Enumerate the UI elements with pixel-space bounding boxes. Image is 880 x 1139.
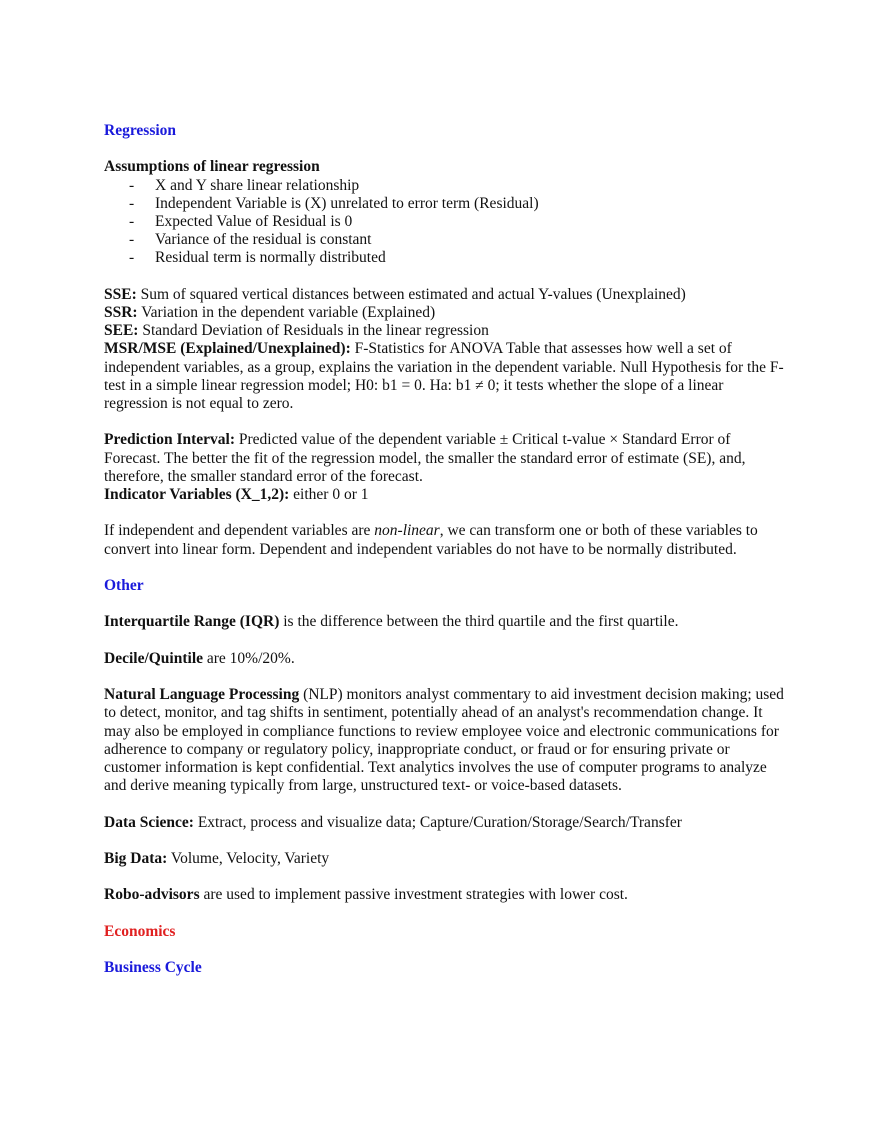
list-item: - X and Y share linear relationship [129, 176, 360, 194]
definition-decile-quintile: Decile/Quintile are 10%/20%. [104, 649, 295, 667]
bullet-dash: - [129, 231, 135, 249]
section-heading-other: Other [104, 577, 144, 594]
definition-data-science: Data Science: Extract, process and visualize data; Capture/Curation/Storage/Search/Transfer [104, 813, 682, 831]
section-heading-regression: Regression [104, 122, 177, 139]
bullet-dash: - [129, 249, 135, 267]
definition-see: SEE: Standard Deviation of Residuals in the linear regression [104, 322, 489, 340]
definition-iqr: Interquartile Range (IQR) is the difference between the third quartile and the first quartile. [104, 613, 679, 631]
nonlinear-paragraph: If independent and dependent variables are non-linear, we can transform one or both of these variables to convert into linear form. Dependent and independent variables do not have to be normally distributed. [104, 522, 758, 558]
assumptions-title: Assumptions of linear regression [104, 158, 320, 176]
bullet-dash: - [129, 176, 135, 194]
definition-msr-mse: MSR/MSE (Explained/Unexplained): F-Statistics for ANOVA Table that assesses how well a set of independent variables, as a group, explains the variation in the dependent variable. Null Hypothesis for the F-test in a simple linear regression model; H0: b1 = 0. Ha: b1 ≠ 0; it tests whether the slope of a linear regression is not equal to zero. [104, 340, 784, 413]
document-page [104, 122, 784, 977]
list-item: - Variance of the residual is constant [129, 231, 372, 249]
bullet-dash: - [129, 213, 135, 230]
definition-sse: SSE: Sum of squared vertical distances between estimated and actual Y-values (Unexplained) [104, 285, 686, 303]
list-item: - Independent Variable is (X) unrelated to error term (Residual) [129, 194, 539, 212]
bullet-dash: - [129, 194, 135, 212]
section-heading-economics: Economics [104, 922, 176, 940]
definition-nlp: Natural Language Processing (NLP) monitors analyst commentary to aid investment decision making; used to detect, monitor, and tag shifts in sentiment, potentially ahead of an analyst's recommendation change. It may also be employed in compliance functions to review employee voice and electronic communications for adherence to company or regulatory policy, inappropriate conduct, or fraud or for ensuring private or customer information is kept confidential. Text analytics involves the use of computer programs to analyze and derive meaning typically from large, unstructured text- or voice-based datasets. [104, 686, 784, 795]
list-item: - Expected Value of Residual is 0 [129, 213, 353, 230]
definition-big-data: Big Data: Volume, Velocity, Variety [104, 849, 330, 867]
assumptions-list [104, 177, 784, 268]
definition-indicator-variables: Indicator Variables (X_1,2): either 0 or 1 [104, 486, 369, 504]
definition-ssr: SSR: Variation in the dependent variable (Explained) [104, 304, 436, 321]
list-item: - Residual term is normally distributed [129, 249, 386, 267]
definition-robo-advisors: Robo-advisors are used to implement passive investment strategies with lower cost. [104, 886, 628, 904]
definition-prediction-interval: Prediction Interval: Predicted value of the dependent variable ± Critical t-value × Standard Error of Forecast. The better the fit of the regression model, the smaller the standard error of estimate (SE), and, therefore, the smaller standard error of the forecast. [104, 431, 746, 485]
section-heading-business-cycle: Business Cycle [104, 959, 202, 977]
